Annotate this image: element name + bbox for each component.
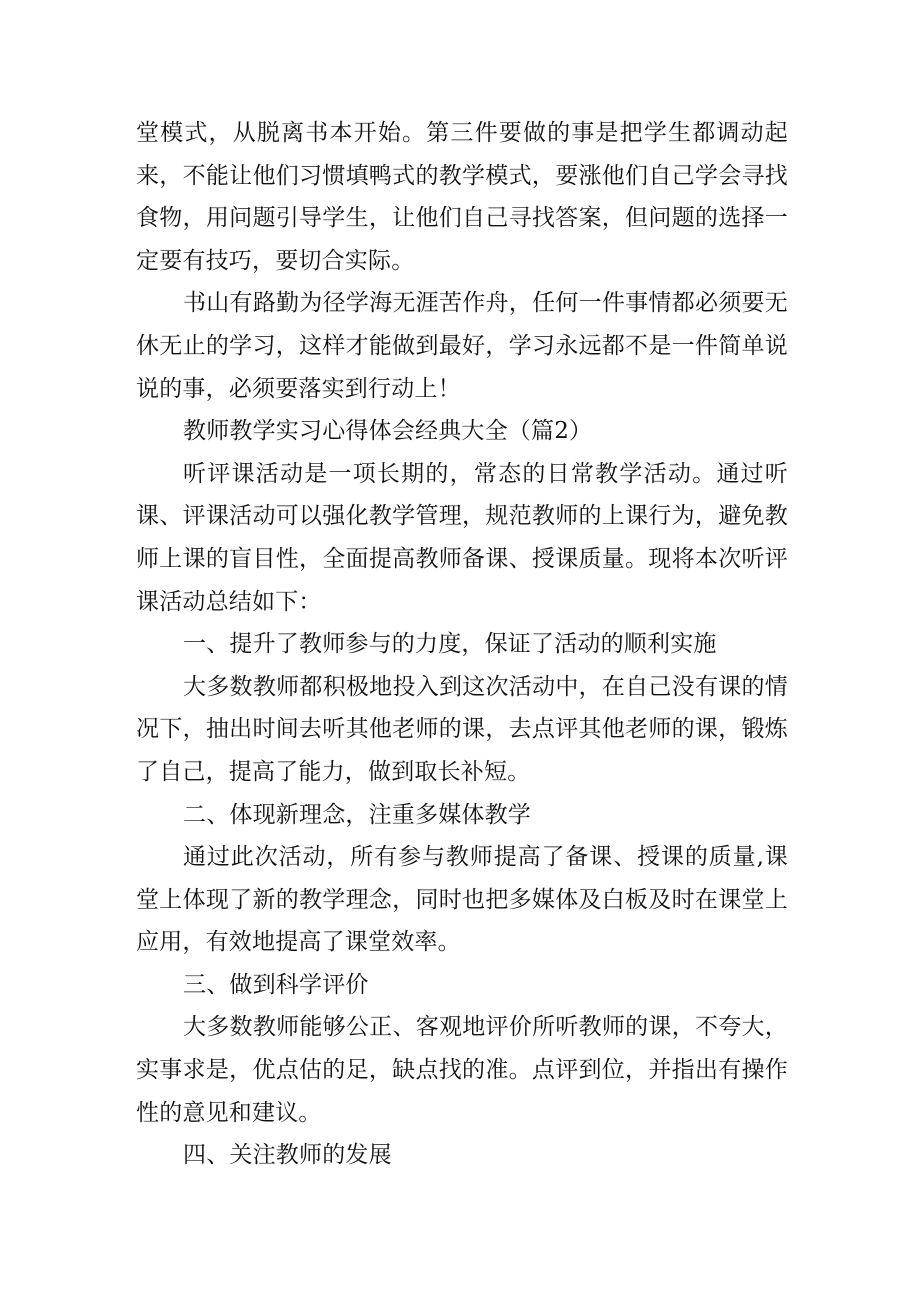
document-body bbox=[136, 112, 788, 1177]
paragraph-study-motto: 书山有路勤为径学海无涯苦作舟，任何一件事情都必须要无休无止的学习，这样才能做到最好，学习永远都不是一件简单说说的事，必须要落实到行动上！ bbox=[136, 290, 788, 402]
heading-point-4: 四、关注教师的发展 bbox=[183, 1142, 392, 1169]
paragraph-point-1: 大多数教师都积极地投入到这次活动中，在自己没有课的情况下，抽出时间去听其他老师的课，去点评其他老师的课，锻炼了自己，提高了能力，做到取长补短。 bbox=[136, 673, 788, 785]
paragraph-point-3: 大多数教师能够公正、客观地评价所听教师的课，不夸大，实事求是，优点估的足，缺点找的准。点评到位，并指出有操作性的意见和建议。 bbox=[136, 1014, 788, 1126]
paragraph-continuation: 堂模式，从脱离书本开始。第三件要做的事是把学生都调动起来，不能让他们习惯填鸭式的教学模式，要涨他们自己学会寻找食物，用问题引导学生，让他们自己寻找答案，但问题的选择一定要有技巧，要切合实际。 bbox=[136, 120, 788, 274]
section-title-part-2: 教师教学实习心得体会经典大全（篇2） bbox=[183, 418, 593, 445]
heading-point-1: 一、提升了教师参与的力度，保证了活动的顺利实施 bbox=[183, 631, 717, 658]
heading-point-3: 三、做到科学评价 bbox=[183, 971, 369, 998]
paragraph-point-2: 通过此次活动，所有参与教师提高了备课、授课的质量,课堂上体现了新的教学理念，同时也把多媒体及白板及时在课堂上应用，有效地提高了课堂效率。 bbox=[136, 844, 788, 956]
heading-point-2: 二、体现新理念，注重多媒体教学 bbox=[183, 801, 531, 828]
paragraph-intro: 听评课活动是一项长期的，常态的日常教学活动。通过听课、评课活动可以强化教学管理，规范教师的上课行为，避免教师上课的盲目性，全面提高教师备课、授课质量。现将本次听评课活动总结如下： bbox=[136, 460, 788, 615]
